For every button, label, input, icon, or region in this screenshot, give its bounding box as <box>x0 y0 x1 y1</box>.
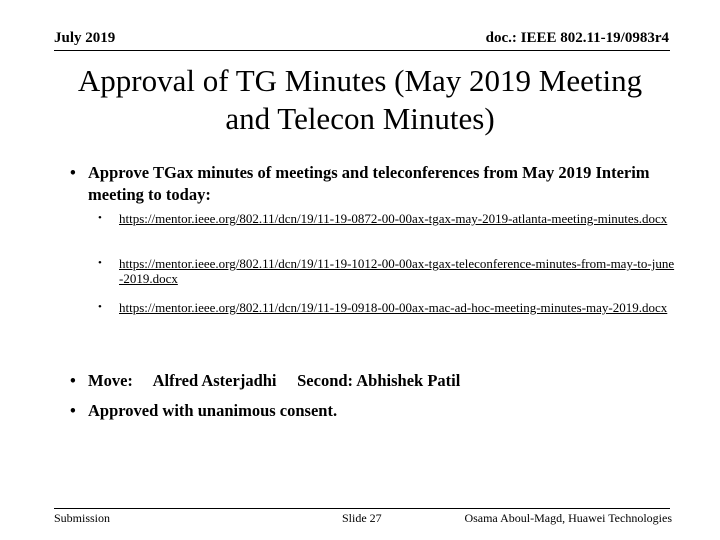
footer-author: Osama Aboul-Magd, Huawei Technologies <box>464 511 672 525</box>
minutes-link-3[interactable]: https://mentor.ieee.org/802.11/dcn/19/11-19-0918-00-00ax-mac-ad-hoc-meeting-minutes-may-2019.docx <box>119 300 668 315</box>
slide-title: Approval of TG Minutes (May 2019 Meeting and Telecon Minutes) <box>77 63 643 136</box>
bullet-dot-icon: • <box>98 212 102 224</box>
minutes-link-2[interactable]: https://mentor.ieee.org/802.11/dcn/19/11-19-1012-00-00ax-tgax-teleconference-minutes-from-may-to-june-2019.docx <box>119 256 675 286</box>
bullet-dot-icon: • <box>70 371 76 390</box>
bullet-dot-icon: • <box>98 257 102 269</box>
header-divider <box>54 50 670 51</box>
bullet-move <box>70 370 670 392</box>
bullet-link-1 <box>98 211 678 226</box>
bullet-approved-text: Approved with unanimous consent. <box>88 401 338 420</box>
bullet-dot-icon: • <box>70 401 76 420</box>
header-date: July 2019 <box>54 30 116 46</box>
footer-divider <box>54 508 670 509</box>
bullet-approve <box>70 162 670 206</box>
bullet-move-text: Move: Alfred Asterjadhi Second: Abhishek Patil <box>88 371 461 390</box>
bullet-link-3 <box>98 300 678 315</box>
bullet-dot-icon: • <box>98 301 102 313</box>
bullet-dot-icon: • <box>70 163 76 182</box>
footer-slide-number: Slide 27 <box>342 511 382 525</box>
bullet-approved <box>70 400 670 422</box>
bullet-link-2 <box>98 256 678 286</box>
bullet-approve-text: Approve TGax minutes of meetings and teleconferences from May 2019 Interim meeting to today: <box>88 163 650 204</box>
footer-submission: Submission <box>54 511 111 525</box>
header-doc-id: doc.: IEEE 802.11-19/0983r4 <box>485 30 669 46</box>
minutes-link-1[interactable]: https://mentor.ieee.org/802.11/dcn/19/11-19-0872-00-00ax-tgax-may-2019-atlanta-meeting-minutes.docx <box>119 211 668 226</box>
